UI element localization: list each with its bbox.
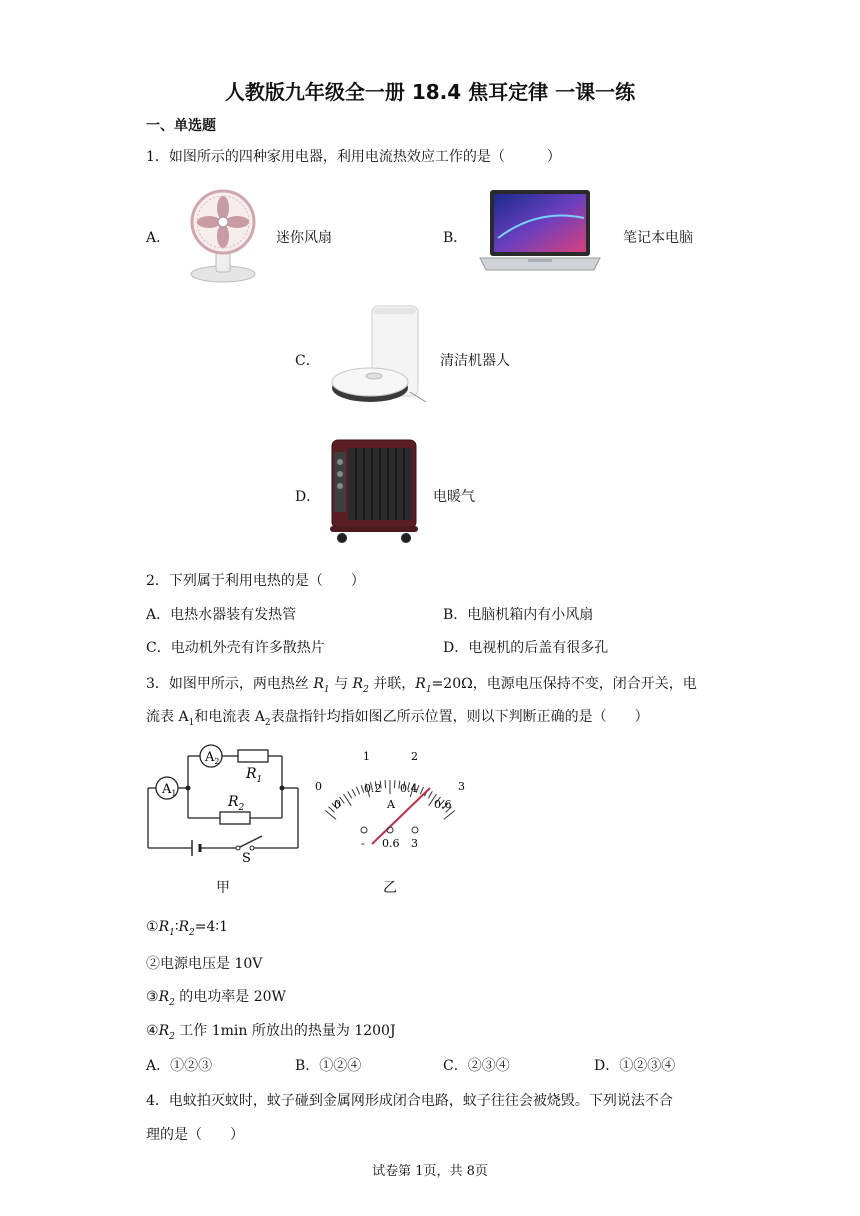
figure-label-jia: 甲 (216, 880, 230, 896)
scale-top-2: 2 (411, 750, 418, 763)
q3-stem-line2: 流表 $A_1$和电流表 $A_2$表盘指针均指如图乙所示位置，则以下判断正确的是（ ） (146, 709, 649, 728)
scale-bottom-0-2: 0.2 (364, 782, 382, 795)
q3-statement-3: $③R_2$ 的电功率是 20W (146, 989, 286, 1008)
robot-vacuum-icon (330, 302, 430, 412)
q1-option-a-label: 迷你风扇 (276, 230, 332, 246)
scale-top-3: 3 (458, 780, 465, 793)
q2-option-c: C．电动机外壳有许多散热片 (146, 640, 325, 656)
ammeter-a1-label: $A_1$ (162, 782, 177, 798)
q3-stem-line1: 3．如图甲所示，两电热丝 $R_1$ 与 $R_2$ 并联，$R_1=20\Omega$，电源电压保持不变，闭合开关，电 (146, 676, 697, 695)
q1-option-b-letter: B． (443, 230, 468, 246)
terminal-neg: - (361, 837, 365, 850)
scale-bottom-0-4: 0.4 (400, 782, 418, 795)
terminal-3: 3 (411, 837, 418, 850)
q1-option-a-letter: A． (146, 230, 171, 246)
q3-option-b: B．①②④ (295, 1058, 362, 1074)
figure-label-yi: 乙 (383, 880, 397, 896)
q1-option-d-letter: D． (295, 489, 321, 505)
laptop-icon (478, 188, 602, 276)
meter-needle (372, 788, 430, 844)
q2-stem: 2．下列属于利用电热的是（ ） (146, 573, 365, 589)
scale-bottom-0-6: 0.6 (434, 798, 452, 811)
electric-heater-icon (328, 436, 420, 546)
resistor-r2-label: $R_2$ (228, 794, 245, 813)
meter-unit: A (387, 798, 395, 811)
q3-option-d: D．①②③④ (594, 1058, 676, 1074)
page-title: 人教版九年级全一册 18.4 焦耳定律 一课一练 (224, 80, 636, 104)
dial-tick (420, 787, 423, 794)
dial-tick (356, 787, 359, 794)
q1-option-b-label: 笔记本电脑 (623, 230, 693, 246)
dial-tick (428, 791, 432, 798)
q3-option-a: A．①②③ (146, 1058, 213, 1074)
q3-option-c: C．②③④ (443, 1058, 510, 1074)
q3-statement-2: ②电源电压是 10V (146, 956, 263, 972)
q1-option-c-letter: C． (295, 353, 320, 369)
section-heading: 一、单选题 (146, 118, 216, 134)
dial-tick (348, 791, 352, 798)
q1-stem: 1．如图所示的四种家用电器，利用电流热效应工作的是（ ） (146, 149, 561, 165)
q4-stem-line2: 理的是（ ） (146, 1127, 244, 1143)
q1-option-d-label: 电暖气 (433, 489, 475, 505)
q2-option-d: D．电视机的后盖有很多孔 (443, 640, 609, 656)
ammeter-a2-label: $A_2$ (205, 750, 220, 766)
terminal-0-6: 0.6 (382, 837, 400, 850)
switch-label: S (242, 851, 251, 862)
q2-option-a: A．电热水器装有发热管 (146, 607, 297, 623)
q4-stem-line1: 4．电蚊拍灭蚊时，蚊子碰到金属网形成闭合电路，蚊子往往会被烧毁。下列说法不合 (146, 1093, 673, 1109)
scale-top-1: 1 (363, 750, 370, 763)
mini-fan-icon (183, 186, 263, 286)
ammeter-dial (312, 744, 474, 854)
scale-top-0: 0 (315, 780, 322, 793)
page-footer: 试卷第 1页，共 8页 (372, 1164, 488, 1179)
q3-statement-4: $④R_2$ 工作 1min 所放出的热量为 1200J (146, 1023, 396, 1042)
dial-tick (352, 789, 356, 796)
resistor-r1-label: $R_1$ (246, 766, 263, 785)
q3-statement-1: $①R_1∶R_2=4∶1$ (146, 919, 228, 938)
scale-bottom-0: 0 (334, 798, 341, 811)
q1-option-c-label: 清洁机器人 (440, 353, 510, 369)
q2-option-b: B．电脑机箱内有小风扇 (443, 607, 594, 623)
circuit-diagram (142, 738, 312, 862)
